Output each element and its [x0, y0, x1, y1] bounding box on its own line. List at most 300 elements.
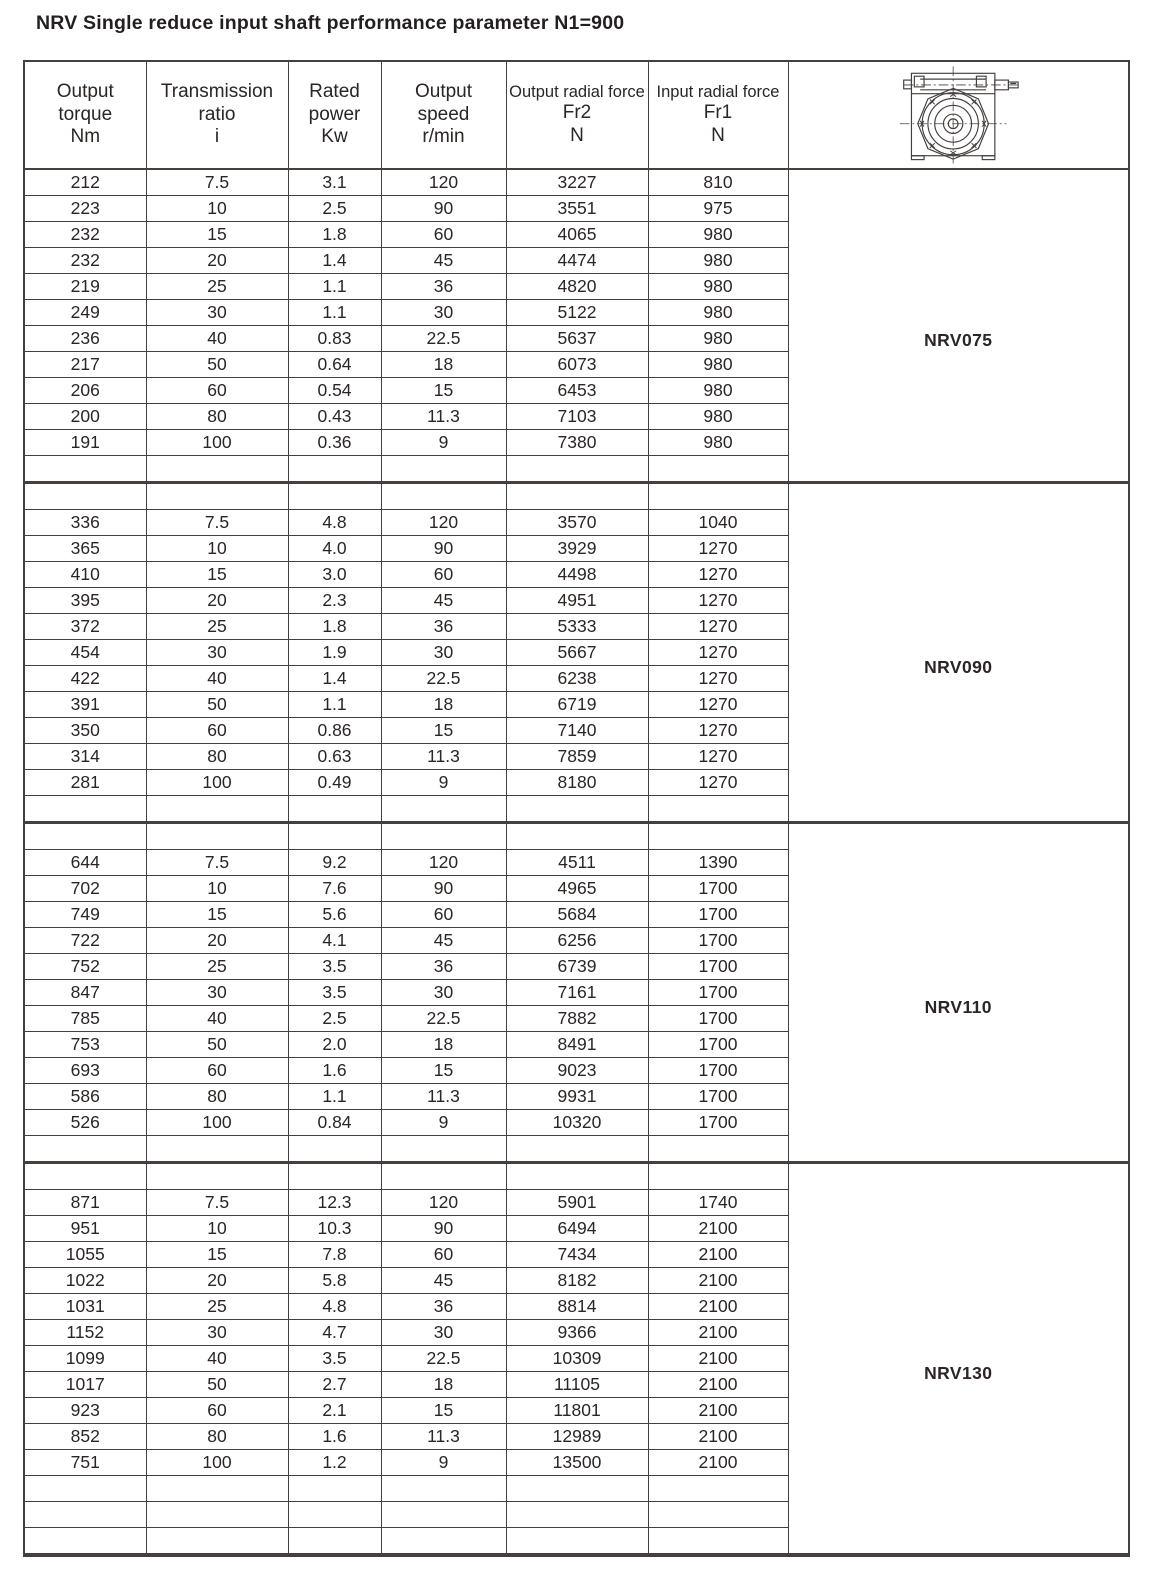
- cell-input-radial-force-fr1: 1700: [648, 928, 788, 954]
- cell-output-speed: 120: [381, 850, 506, 876]
- cell-output-radial-force-fr2: 7380: [506, 430, 648, 456]
- empty-cell: [24, 1476, 146, 1502]
- cell-input-radial-force-fr1: 2100: [648, 1372, 788, 1398]
- cell-output-speed: 60: [381, 1242, 506, 1268]
- cell-output-torque: 422: [24, 666, 146, 692]
- cell-input-radial-force-fr1: 2100: [648, 1268, 788, 1294]
- cell-transmission-ratio: 7.5: [146, 1190, 288, 1216]
- cell-output-torque: 847: [24, 980, 146, 1006]
- cell-output-radial-force-fr2: 6739: [506, 954, 648, 980]
- cell-rated-power: 10.3: [288, 1216, 381, 1242]
- cell-input-radial-force-fr1: 980: [648, 326, 788, 352]
- empty-cell: [288, 1502, 381, 1528]
- cell-transmission-ratio: 10: [146, 876, 288, 902]
- cell-output-radial-force-fr2: 7859: [506, 744, 648, 770]
- cell-transmission-ratio: 7.5: [146, 510, 288, 536]
- performance-table: [23, 60, 1130, 1557]
- cell-output-torque: 749: [24, 902, 146, 928]
- cell-rated-power: 0.83: [288, 326, 381, 352]
- cell-transmission-ratio: 30: [146, 300, 288, 326]
- cell-output-torque: 191: [24, 430, 146, 456]
- cell-input-radial-force-fr1: 1270: [648, 640, 788, 666]
- cell-transmission-ratio: 50: [146, 692, 288, 718]
- cell-input-radial-force-fr1: 980: [648, 352, 788, 378]
- empty-cell: [24, 456, 146, 483]
- cell-output-speed: 120: [381, 1190, 506, 1216]
- column-header-line: Nm: [70, 126, 101, 148]
- cell-output-torque: 219: [24, 274, 146, 300]
- cell-rated-power: 0.84: [288, 1110, 381, 1136]
- cell-output-speed: 18: [381, 1372, 506, 1398]
- cell-input-radial-force-fr1: 1270: [648, 666, 788, 692]
- column-header-line: r/min: [422, 126, 465, 148]
- cell-transmission-ratio: 20: [146, 928, 288, 954]
- cell-transmission-ratio: 40: [146, 1346, 288, 1372]
- cell-output-torque: 336: [24, 510, 146, 536]
- cell-input-radial-force-fr1: 2100: [648, 1424, 788, 1450]
- model-cell: [788, 823, 1129, 1163]
- cell-rated-power: 0.86: [288, 718, 381, 744]
- cell-output-speed: 9: [381, 1450, 506, 1476]
- column-header-line: Input radial force: [656, 82, 780, 101]
- cell-input-radial-force-fr1: 1040: [648, 510, 788, 536]
- cell-rated-power: 0.64: [288, 352, 381, 378]
- cell-output-radial-force-fr2: 3929: [506, 536, 648, 562]
- column-header-output-torque: [24, 61, 146, 169]
- cell-input-radial-force-fr1: 2100: [648, 1320, 788, 1346]
- cell-output-speed: 30: [381, 640, 506, 666]
- cell-rated-power: 3.0: [288, 562, 381, 588]
- cell-input-radial-force-fr1: 810: [648, 169, 788, 196]
- cell-rated-power: 4.8: [288, 1294, 381, 1320]
- cell-output-torque: 200: [24, 404, 146, 430]
- column-header-output-radial-force-fr2: [506, 61, 648, 169]
- cell-rated-power: 3.1: [288, 169, 381, 196]
- cell-output-radial-force-fr2: 5637: [506, 326, 648, 352]
- cell-output-radial-force-fr2: 4820: [506, 274, 648, 300]
- cell-rated-power: 2.1: [288, 1398, 381, 1424]
- cell-rated-power: 5.8: [288, 1268, 381, 1294]
- cell-output-speed: 15: [381, 1398, 506, 1424]
- cell-output-torque: 752: [24, 954, 146, 980]
- cell-rated-power: 7.6: [288, 876, 381, 902]
- cell-transmission-ratio: 10: [146, 196, 288, 222]
- cell-output-radial-force-fr2: 6073: [506, 352, 648, 378]
- page-title: NRV Single reduce input shaft performance parameter N1=900: [36, 12, 625, 34]
- cell-rated-power: 1.6: [288, 1058, 381, 1084]
- cell-input-radial-force-fr1: 980: [648, 274, 788, 300]
- empty-cell: [146, 796, 288, 823]
- empty-cell: [288, 796, 381, 823]
- cell-rated-power: 1.9: [288, 640, 381, 666]
- cell-rated-power: 2.0: [288, 1032, 381, 1058]
- model-label: NRV090: [924, 657, 993, 678]
- cell-transmission-ratio: 40: [146, 666, 288, 692]
- cell-output-radial-force-fr2: 4965: [506, 876, 648, 902]
- cell-input-radial-force-fr1: 1390: [648, 850, 788, 876]
- cell-output-radial-force-fr2: 9023: [506, 1058, 648, 1084]
- cell-output-torque: 1152: [24, 1320, 146, 1346]
- cell-input-radial-force-fr1: 1270: [648, 744, 788, 770]
- cell-transmission-ratio: 15: [146, 222, 288, 248]
- cell-output-torque: 232: [24, 222, 146, 248]
- cell-output-torque: 852: [24, 1424, 146, 1450]
- cell-output-torque: 223: [24, 196, 146, 222]
- column-header-output-speed: [381, 61, 506, 169]
- table-row: [24, 1163, 1129, 1190]
- cell-output-speed: 90: [381, 536, 506, 562]
- cell-output-torque: 217: [24, 352, 146, 378]
- cell-output-radial-force-fr2: 4474: [506, 248, 648, 274]
- empty-cell: [24, 823, 146, 850]
- model-label: NRV110: [924, 997, 992, 1018]
- column-header-line: N: [711, 124, 725, 146]
- cell-rated-power: 1.4: [288, 248, 381, 274]
- table-row: [24, 483, 1129, 510]
- cell-output-radial-force-fr2: 7103: [506, 404, 648, 430]
- empty-cell: [648, 1476, 788, 1502]
- cell-output-torque: 236: [24, 326, 146, 352]
- cell-rated-power: 2.5: [288, 1006, 381, 1032]
- empty-cell: [506, 796, 648, 823]
- cell-input-radial-force-fr1: 1270: [648, 588, 788, 614]
- empty-cell: [146, 1502, 288, 1528]
- cell-input-radial-force-fr1: 1700: [648, 902, 788, 928]
- column-header-line: N: [570, 124, 584, 146]
- empty-cell: [648, 796, 788, 823]
- cell-output-radial-force-fr2: 7882: [506, 1006, 648, 1032]
- cell-output-radial-force-fr2: 8491: [506, 1032, 648, 1058]
- cell-output-radial-force-fr2: 7434: [506, 1242, 648, 1268]
- empty-cell: [381, 1136, 506, 1163]
- empty-cell: [288, 1528, 381, 1556]
- cell-output-radial-force-fr2: 4951: [506, 588, 648, 614]
- cell-output-speed: 11.3: [381, 1084, 506, 1110]
- drawing-header-cell: [788, 61, 1129, 169]
- cell-transmission-ratio: 25: [146, 954, 288, 980]
- empty-cell: [146, 823, 288, 850]
- cell-output-radial-force-fr2: 8814: [506, 1294, 648, 1320]
- cell-output-speed: 120: [381, 510, 506, 536]
- empty-cell: [381, 1528, 506, 1556]
- cell-rated-power: 4.7: [288, 1320, 381, 1346]
- cell-transmission-ratio: 80: [146, 404, 288, 430]
- cell-output-speed: 22.5: [381, 666, 506, 692]
- cell-output-speed: 36: [381, 614, 506, 640]
- cell-rated-power: 0.49: [288, 770, 381, 796]
- performance-table-body: [24, 61, 1129, 1555]
- cell-output-torque: 1031: [24, 1294, 146, 1320]
- cell-transmission-ratio: 80: [146, 744, 288, 770]
- cell-rated-power: 0.54: [288, 378, 381, 404]
- cell-rated-power: 0.63: [288, 744, 381, 770]
- cell-rated-power: 0.36: [288, 430, 381, 456]
- empty-cell: [288, 1163, 381, 1190]
- cell-output-torque: 702: [24, 876, 146, 902]
- cell-output-speed: 9: [381, 1110, 506, 1136]
- cell-output-speed: 60: [381, 222, 506, 248]
- cell-transmission-ratio: 15: [146, 902, 288, 928]
- empty-cell: [146, 1136, 288, 1163]
- empty-cell: [24, 1136, 146, 1163]
- cell-input-radial-force-fr1: 975: [648, 196, 788, 222]
- cell-output-speed: 11.3: [381, 744, 506, 770]
- cell-rated-power: 2.5: [288, 196, 381, 222]
- empty-cell: [506, 1476, 648, 1502]
- cell-transmission-ratio: 25: [146, 1294, 288, 1320]
- model-cell: [788, 483, 1129, 823]
- cell-output-radial-force-fr2: 8180: [506, 770, 648, 796]
- table-row: [24, 823, 1129, 850]
- empty-cell: [648, 456, 788, 483]
- cell-rated-power: 1.8: [288, 614, 381, 640]
- cell-output-speed: 45: [381, 588, 506, 614]
- empty-cell: [288, 1136, 381, 1163]
- cell-output-radial-force-fr2: 6453: [506, 378, 648, 404]
- cell-rated-power: 2.7: [288, 1372, 381, 1398]
- cell-output-speed: 15: [381, 1058, 506, 1084]
- empty-cell: [506, 483, 648, 510]
- cell-output-torque: 232: [24, 248, 146, 274]
- cell-transmission-ratio: 25: [146, 614, 288, 640]
- cell-output-speed: 18: [381, 1032, 506, 1058]
- model-label: NRV075: [924, 330, 993, 351]
- cell-output-speed: 9: [381, 770, 506, 796]
- empty-cell: [506, 1136, 648, 1163]
- cell-output-radial-force-fr2: 4498: [506, 562, 648, 588]
- column-header-line: Kw: [321, 126, 348, 148]
- cell-output-radial-force-fr2: 9931: [506, 1084, 648, 1110]
- column-header-line: Output radial force: [509, 82, 645, 101]
- cell-transmission-ratio: 10: [146, 1216, 288, 1242]
- cell-rated-power: 1.6: [288, 1424, 381, 1450]
- cell-input-radial-force-fr1: 1270: [648, 562, 788, 588]
- cell-output-torque: 753: [24, 1032, 146, 1058]
- empty-cell: [288, 456, 381, 483]
- cell-rated-power: 4.8: [288, 510, 381, 536]
- table-row: [24, 169, 1129, 196]
- cell-input-radial-force-fr1: 1700: [648, 1058, 788, 1084]
- cell-output-radial-force-fr2: 13500: [506, 1450, 648, 1476]
- empty-cell: [288, 483, 381, 510]
- cell-rated-power: 4.0: [288, 536, 381, 562]
- cell-output-speed: 36: [381, 954, 506, 980]
- empty-cell: [381, 456, 506, 483]
- cell-transmission-ratio: 60: [146, 378, 288, 404]
- cell-output-torque: 1055: [24, 1242, 146, 1268]
- empty-cell: [24, 1528, 146, 1556]
- cell-output-speed: 30: [381, 1320, 506, 1346]
- cell-output-speed: 45: [381, 928, 506, 954]
- cell-output-radial-force-fr2: 6256: [506, 928, 648, 954]
- cell-input-radial-force-fr1: 2100: [648, 1242, 788, 1268]
- cell-rated-power: 0.43: [288, 404, 381, 430]
- cell-rated-power: 1.1: [288, 1084, 381, 1110]
- cell-output-radial-force-fr2: 6494: [506, 1216, 648, 1242]
- column-header-line: i: [214, 126, 220, 148]
- cell-output-speed: 90: [381, 1216, 506, 1242]
- empty-cell: [146, 1163, 288, 1190]
- cell-transmission-ratio: 50: [146, 352, 288, 378]
- cell-transmission-ratio: 60: [146, 718, 288, 744]
- cell-output-torque: 249: [24, 300, 146, 326]
- cell-input-radial-force-fr1: 1270: [648, 536, 788, 562]
- column-header-line: Fr1: [703, 102, 733, 124]
- cell-output-radial-force-fr2: 11801: [506, 1398, 648, 1424]
- cell-output-radial-force-fr2: 4065: [506, 222, 648, 248]
- cell-output-speed: 22.5: [381, 1346, 506, 1372]
- cell-rated-power: 7.8: [288, 1242, 381, 1268]
- cell-rated-power: 3.5: [288, 954, 381, 980]
- cell-output-torque: 372: [24, 614, 146, 640]
- cell-output-radial-force-fr2: 3551: [506, 196, 648, 222]
- cell-output-speed: 90: [381, 196, 506, 222]
- column-header-line: ratio: [198, 103, 236, 125]
- cell-output-speed: 36: [381, 274, 506, 300]
- cell-input-radial-force-fr1: 2100: [648, 1398, 788, 1424]
- cell-input-radial-force-fr1: 1700: [648, 1032, 788, 1058]
- cell-output-speed: 15: [381, 378, 506, 404]
- model-label: NRV130: [924, 1363, 993, 1384]
- empty-cell: [506, 1528, 648, 1556]
- cell-output-radial-force-fr2: 10309: [506, 1346, 648, 1372]
- cell-input-radial-force-fr1: 1700: [648, 954, 788, 980]
- cell-transmission-ratio: 40: [146, 1006, 288, 1032]
- cell-output-torque: 350: [24, 718, 146, 744]
- column-header-line: Fr2: [562, 102, 592, 124]
- cell-output-torque: 365: [24, 536, 146, 562]
- cell-output-torque: 923: [24, 1398, 146, 1424]
- cell-transmission-ratio: 80: [146, 1424, 288, 1450]
- cell-rated-power: 1.1: [288, 274, 381, 300]
- cell-output-speed: 60: [381, 902, 506, 928]
- cell-output-speed: 45: [381, 1268, 506, 1294]
- empty-cell: [24, 1502, 146, 1528]
- cell-transmission-ratio: 20: [146, 1268, 288, 1294]
- cell-output-speed: 90: [381, 876, 506, 902]
- cell-output-radial-force-fr2: 11105: [506, 1372, 648, 1398]
- cell-transmission-ratio: 10: [146, 536, 288, 562]
- empty-cell: [648, 1528, 788, 1556]
- cell-output-torque: 785: [24, 1006, 146, 1032]
- worm-gearbox-front-view-drawing-icon: [894, 64, 1022, 166]
- empty-cell: [648, 1136, 788, 1163]
- cell-transmission-ratio: 100: [146, 770, 288, 796]
- model-cell: [788, 1163, 1129, 1556]
- column-header-line: Output: [56, 81, 114, 103]
- cell-output-speed: 120: [381, 169, 506, 196]
- model-cell: [788, 169, 1129, 483]
- cell-rated-power: 1.8: [288, 222, 381, 248]
- cell-output-torque: 751: [24, 1450, 146, 1476]
- empty-cell: [506, 1163, 648, 1190]
- cell-transmission-ratio: 20: [146, 248, 288, 274]
- cell-transmission-ratio: 7.5: [146, 850, 288, 876]
- cell-transmission-ratio: 30: [146, 980, 288, 1006]
- empty-cell: [146, 456, 288, 483]
- empty-cell: [288, 823, 381, 850]
- column-header-line: Output: [414, 81, 473, 103]
- cell-output-torque: 722: [24, 928, 146, 954]
- empty-cell: [381, 483, 506, 510]
- cell-transmission-ratio: 25: [146, 274, 288, 300]
- cell-transmission-ratio: 30: [146, 640, 288, 666]
- column-header-line: speed: [417, 103, 470, 125]
- empty-cell: [648, 1502, 788, 1528]
- cell-output-speed: 60: [381, 562, 506, 588]
- cell-input-radial-force-fr1: 1700: [648, 1110, 788, 1136]
- cell-output-radial-force-fr2: 5901: [506, 1190, 648, 1216]
- empty-cell: [381, 1476, 506, 1502]
- cell-transmission-ratio: 60: [146, 1058, 288, 1084]
- empty-cell: [24, 1163, 146, 1190]
- empty-cell: [146, 483, 288, 510]
- cell-transmission-ratio: 100: [146, 430, 288, 456]
- cell-transmission-ratio: 50: [146, 1032, 288, 1058]
- cell-output-radial-force-fr2: 7140: [506, 718, 648, 744]
- cell-output-radial-force-fr2: 5333: [506, 614, 648, 640]
- column-header-line: torque: [58, 103, 113, 125]
- cell-output-torque: 314: [24, 744, 146, 770]
- cell-input-radial-force-fr1: 980: [648, 430, 788, 456]
- empty-cell: [506, 456, 648, 483]
- cell-output-radial-force-fr2: 7161: [506, 980, 648, 1006]
- cell-output-radial-force-fr2: 9366: [506, 1320, 648, 1346]
- cell-output-radial-force-fr2: 6719: [506, 692, 648, 718]
- cell-output-torque: 206: [24, 378, 146, 404]
- cell-output-torque: 586: [24, 1084, 146, 1110]
- cell-output-radial-force-fr2: 4511: [506, 850, 648, 876]
- cell-output-radial-force-fr2: 5684: [506, 902, 648, 928]
- cell-input-radial-force-fr1: 1740: [648, 1190, 788, 1216]
- cell-output-speed: 15: [381, 718, 506, 744]
- cell-output-radial-force-fr2: 3570: [506, 510, 648, 536]
- cell-transmission-ratio: 40: [146, 326, 288, 352]
- cell-output-torque: 526: [24, 1110, 146, 1136]
- cell-input-radial-force-fr1: 1270: [648, 614, 788, 640]
- cell-output-torque: 951: [24, 1216, 146, 1242]
- cell-input-radial-force-fr1: 1270: [648, 692, 788, 718]
- cell-output-torque: 1099: [24, 1346, 146, 1372]
- cell-output-radial-force-fr2: 3227: [506, 169, 648, 196]
- cell-rated-power: 1.2: [288, 1450, 381, 1476]
- cell-input-radial-force-fr1: 1700: [648, 876, 788, 902]
- empty-cell: [506, 823, 648, 850]
- cell-output-speed: 22.5: [381, 1006, 506, 1032]
- cell-output-torque: 693: [24, 1058, 146, 1084]
- cell-output-speed: 22.5: [381, 326, 506, 352]
- column-header-line: power: [308, 103, 361, 125]
- cell-output-torque: 410: [24, 562, 146, 588]
- empty-cell: [648, 823, 788, 850]
- column-header-input-radial-force-fr1: [648, 61, 788, 169]
- cell-transmission-ratio: 20: [146, 588, 288, 614]
- cell-transmission-ratio: 60: [146, 1398, 288, 1424]
- cell-input-radial-force-fr1: 1700: [648, 1006, 788, 1032]
- cell-output-radial-force-fr2: 5667: [506, 640, 648, 666]
- cell-output-torque: 395: [24, 588, 146, 614]
- cell-output-radial-force-fr2: 10320: [506, 1110, 648, 1136]
- cell-output-speed: 30: [381, 980, 506, 1006]
- cell-input-radial-force-fr1: 980: [648, 222, 788, 248]
- cell-output-speed: 45: [381, 248, 506, 274]
- cell-transmission-ratio: 100: [146, 1110, 288, 1136]
- cell-input-radial-force-fr1: 1700: [648, 980, 788, 1006]
- cell-output-speed: 36: [381, 1294, 506, 1320]
- cell-output-torque: 871: [24, 1190, 146, 1216]
- empty-cell: [381, 1163, 506, 1190]
- cell-input-radial-force-fr1: 1270: [648, 718, 788, 744]
